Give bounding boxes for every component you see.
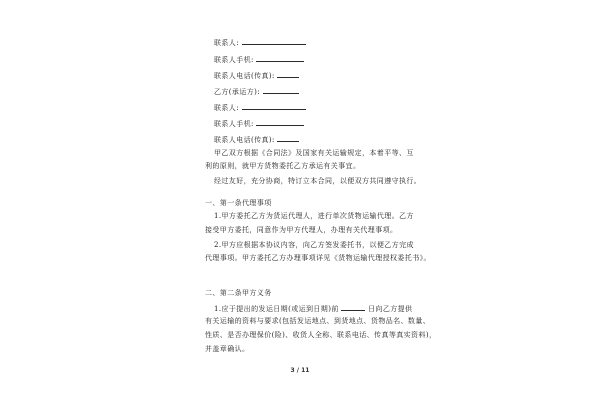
- article-2-heading: 二、第二条甲方义务: [205, 289, 272, 297]
- preamble-line-1: 甲乙双方根据《合同法》及国家有关运输规定，本着平等、互: [214, 149, 414, 157]
- article-1-item-2-line-1: 2.甲方应根据本协议内容，向乙方签发委托书，以便乙方完成: [214, 241, 414, 249]
- party-b-mobile-label: 联系人手机:: [214, 120, 254, 128]
- article-1-item-2-line-2: 代理事项。甲方委托乙方办理事项详见《货物运输代理授权委托书》。: [205, 254, 431, 262]
- party-b-mobile-row: [214, 118, 304, 129]
- party-a-mobile-label: 联系人手机:: [214, 56, 254, 64]
- party-a-mobile-row: [214, 54, 304, 65]
- party-a-phone-row: [214, 70, 299, 81]
- party-b-phone-blank: [277, 134, 299, 142]
- party-b-contact-blank: [242, 102, 306, 110]
- article-2-item-1-text-a: 1.应于提出的发运日期(或运到日期)前: [214, 305, 339, 313]
- party-b-row: [214, 86, 299, 97]
- party-a-phone-label: 联系人电话(传真):: [214, 72, 275, 80]
- party-b-phone-row: [214, 134, 299, 145]
- party-b-blank: [263, 86, 299, 94]
- article-1-item-1-line-1: 1.甲方委托乙方为货运代理人，进行单次货物运输代理。乙方: [214, 212, 414, 220]
- article-1-item-1-line-2: 接受甲方委托，同意作为甲方代理人，办理有关代理事项。: [205, 226, 398, 234]
- party-a-contact-blank: [242, 37, 306, 45]
- article-2-item-1-line-4: 并盖章确认。: [205, 345, 250, 353]
- article-2-item-1-text-b: 日向乙方提供: [368, 305, 413, 313]
- party-a-contact-label: 联系人:: [214, 39, 239, 47]
- article-2-item-1-line-2: 有关运输的资料与要求(包括发运地点、到货地点、货物品名、数量、: [205, 317, 431, 325]
- party-b-contact-row: [214, 102, 306, 113]
- party-b-phone-label: 联系人电话(传真):: [214, 136, 275, 144]
- party-b-label: 乙方(承运方):: [214, 88, 261, 96]
- party-a-contact-row: [214, 37, 306, 48]
- party-b-contact-label: 联系人:: [214, 104, 239, 112]
- article-2-item-1-line-1: [214, 303, 412, 314]
- party-a-mobile-blank: [256, 54, 304, 62]
- party-a-phone-blank: [277, 70, 299, 78]
- article-2-item-1-line-3: 性质、是否办理保价(险)、收货人全称、联系电话、传真等真实资料)，: [205, 331, 437, 339]
- preamble-line-2: 利的原则，就甲方货物委托乙方承运有关事宜。: [205, 162, 361, 170]
- preamble-line-3: 经过友好，充分协商，特订立本合同，以便双方共同遵守执行。: [214, 177, 422, 185]
- page-number: 3 / 11: [290, 367, 310, 374]
- article-1-heading: 一、第一条代理事项: [205, 199, 272, 207]
- party-b-mobile-blank: [256, 118, 304, 126]
- days-blank: [341, 303, 365, 311]
